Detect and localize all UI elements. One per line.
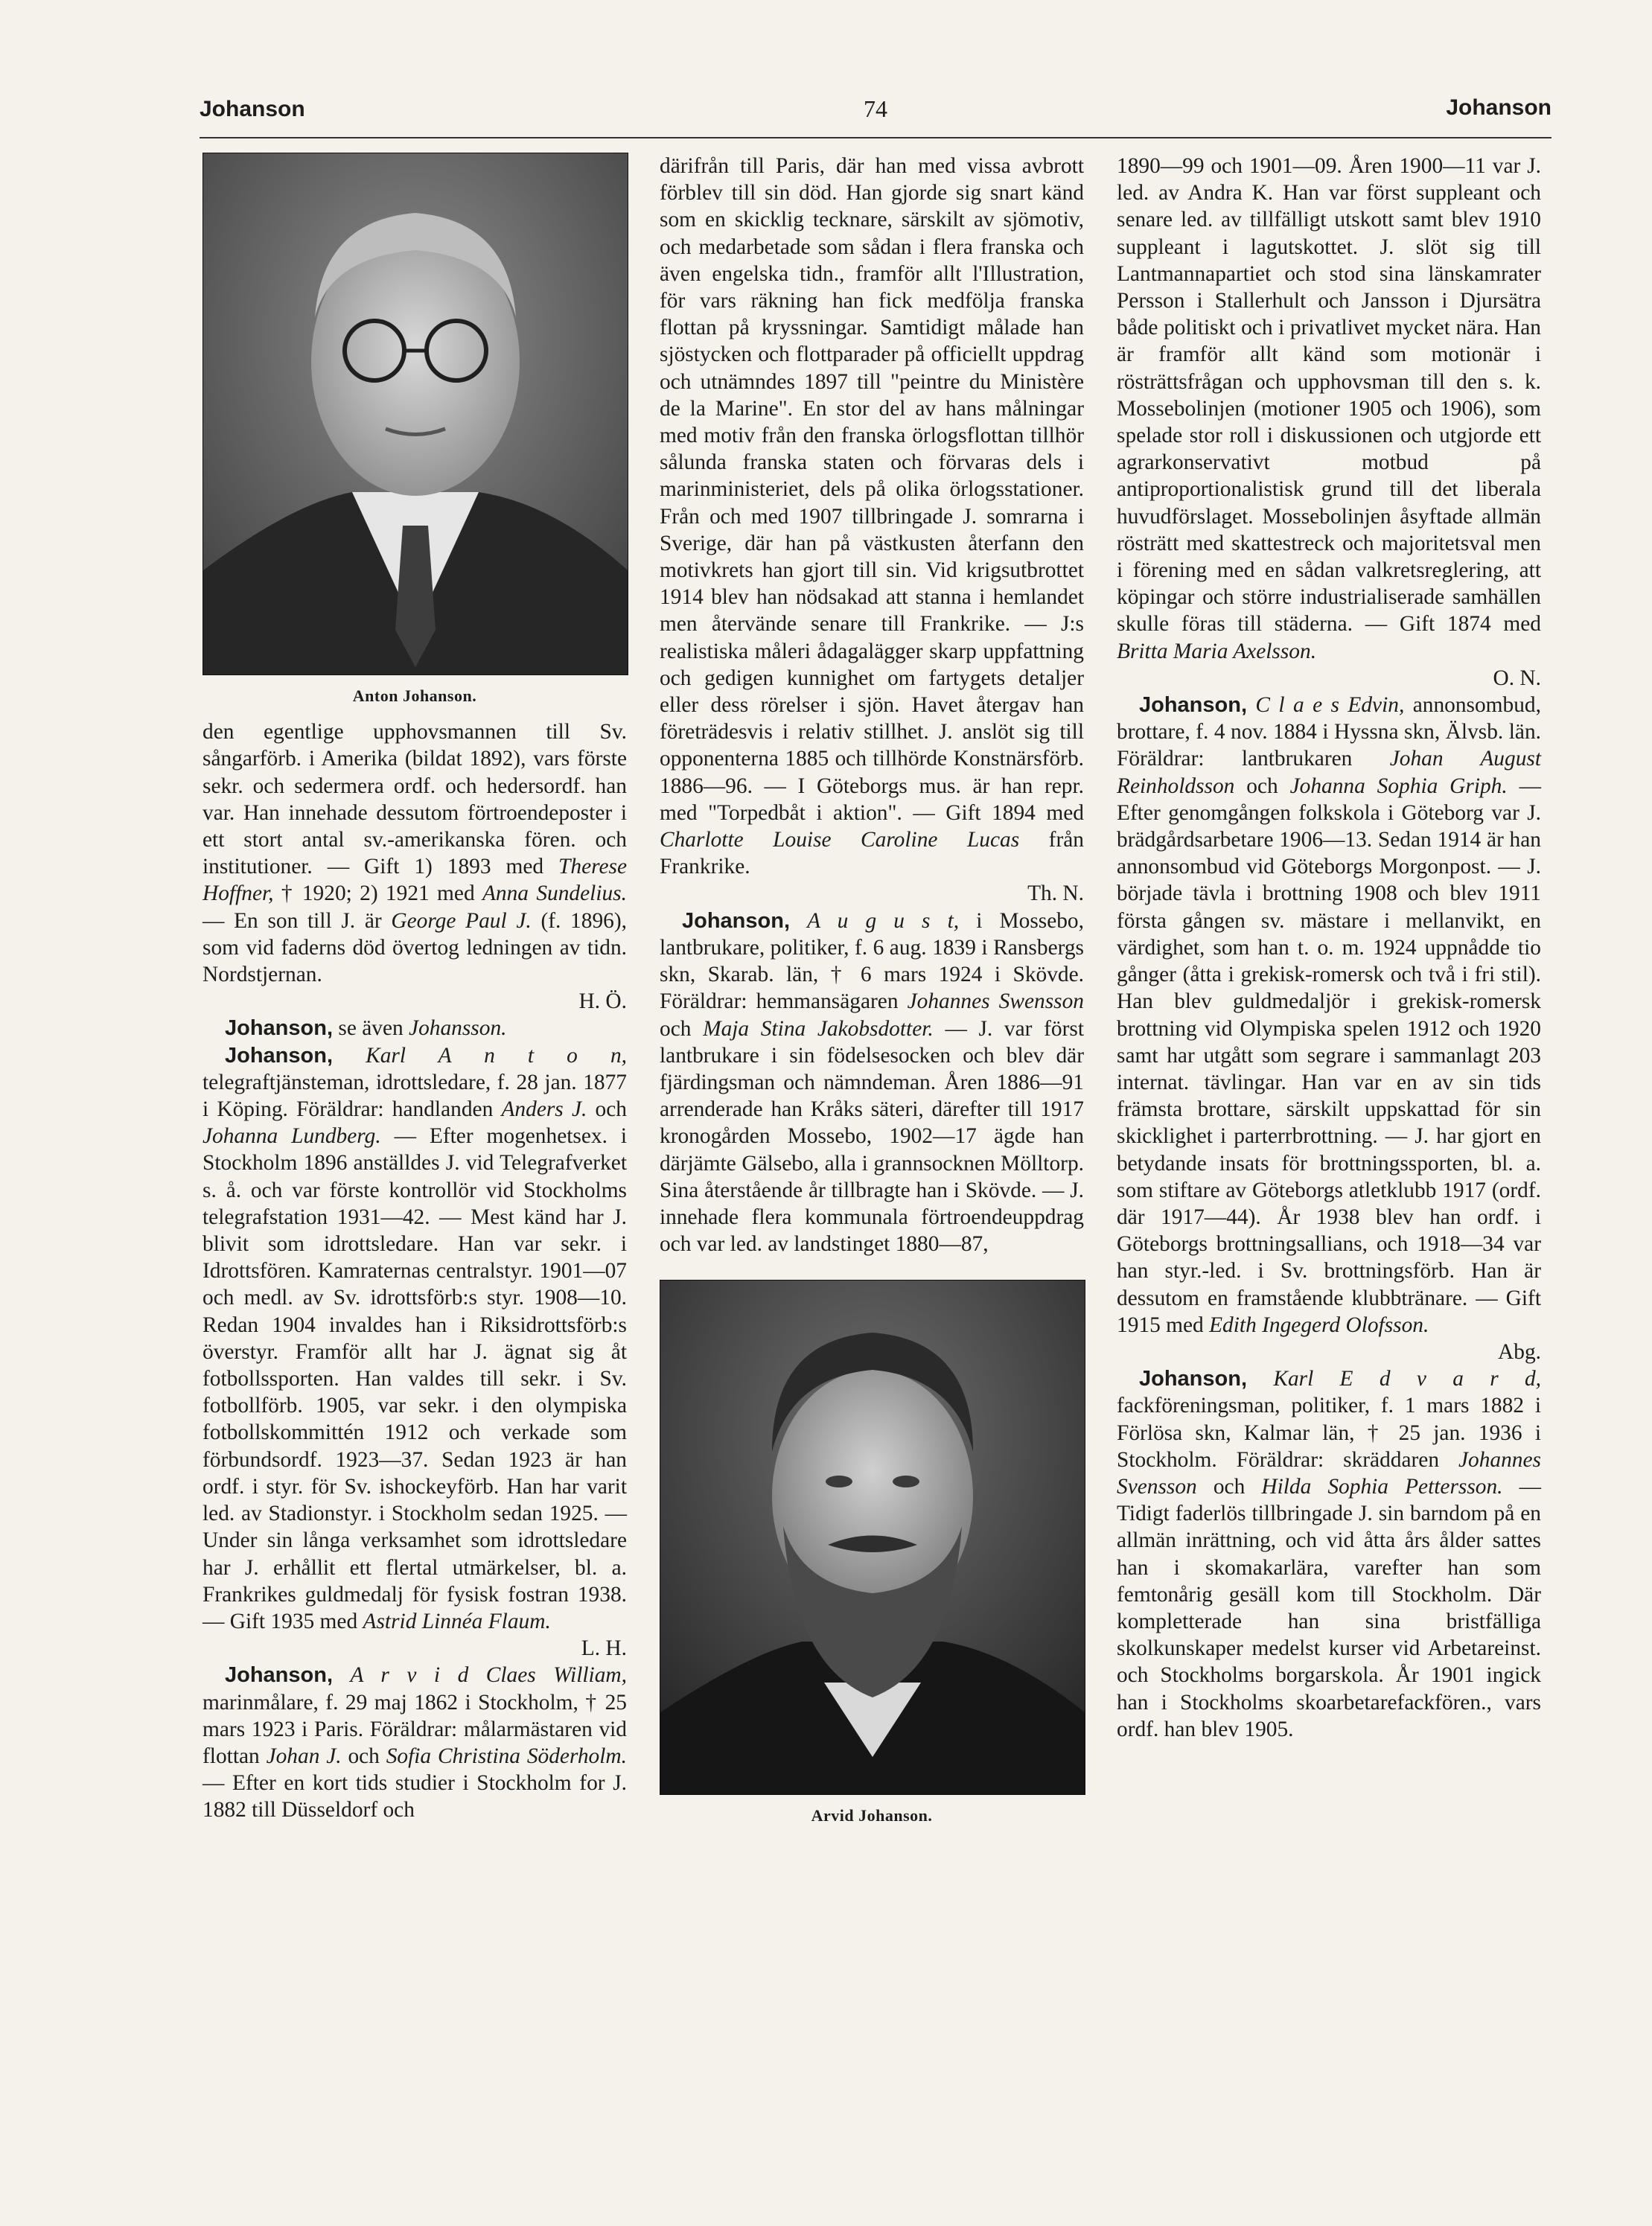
column-2 (660, 153, 1084, 1839)
entry-text: den egentlige upphovsmannen till Sv. sångarförb. i Amerika (bildat 1892), vars förste sekr. och sedermera ordf. och hedersordf. han var. Han innehade dessutom förtroendeposter i ett stort antal sv.-amerikanska fören. och institutioner. — Gift 1) 1893 med Therese Hoffner, † 1920; 2) 1921 med Anna Sundelius. — En son till J. är George Paul J. (f. 1896), som vid faderns död övertog ledningen av tidn. Nordstjernan. H. Ö. (202, 718, 627, 1015)
author-signature: L. H. (581, 1636, 627, 1661)
portrait-anton-johanson (202, 153, 628, 675)
author-signature: O. N. (1493, 666, 1541, 690)
entry-august-continued: 1890—99 och 1901—09. Åren 1900—11 var J. led. av Andra K. Han var först suppleant och senare led. av tillfälligt utskott samt blev 1910 suppleant i lagutskottet. J. slöt sig till Lantmannapartiet och stod sina länskamrater Persson i Stallerhult och Jansson i Djursätra både politiskt och i privatlivet mycket nära. Han är framför allt känd som motionär i rösträttsfrågan och upphovsman till den s. k. Mossebolinjen (motioner 1905 och 1906), som spelade stor roll i diskussionen och utgjorde ett agrarkonservativt motbud på antiproportionalistisk grund till det liberala huvudförslaget. Mossebolinjen åsyftade allmän rösträtt med skattestreck och majoritetsval men i förening med en sådan valkretsreglering, att köpingar och större industrialiserade samhällen skulle föras till städerna. — Gift 1874 med Britta Maria Axelsson. O. N. (1117, 153, 1541, 692)
page-number: 74 (864, 95, 887, 122)
author-signature: H. Ö. (578, 989, 627, 1014)
entry-karl-edvard: Johanson, Karl E d v a r d, fackföreningsman, politiker, f. 1 mars 1882 i Förlösa skn, Kalmar län, † 25 jan. 1936 i Stockholm. Föräldrar: skräddaren Johannes Svensson och Hilda Sophia Pettersson. — Tidigt faderlös tillbringade J. sin barndom på en allmän inrättning, och vid åtta års ålder sattes han i skomakarlära, varefter han som femtonårig gesäll kom till Stockholm. Där kompletterade han sina bristfälliga skolkunskaper medelst kurser vid Arbetareinst. och Stockholms borgarskola. År 1901 ingick han i Stockholms skoarbetarefackfören., vars ordf. han blev 1905. (1117, 1367, 1541, 1741)
entry-claes-edvin: Johanson, C l a e s Edvin, annonsombud, brottare, f. 4 nov. 1884 i Hyssna skn, Älvsb. län. Föräldrar: lantbrukaren Johan August Reinholdsson och Johanna Sophia Griph. — Efter genomgången folkskola i Göteborg var J. brädgårdsarbetare 1906—13. Sedan 1914 är han annonsombud vid Göteborgs Morgonpost. — J. började tävla i brottning 1908 och blev 1911 första gången sv. mästare i mellanvikt, en värdighet, som han t. o. m. 1924 uppnådde tio gånger (åtta i grekisk-romersk och två i fri stil). Han blev guldmedaljör i grekisk-romersk brottning vid Olympiska spelen 1912 och 1920 samt har utgått som segrare i sammanlagt 203 internat. tävlingar. Han var en av sin tids främsta brottare, särskilt uppskattad för sin skicklighet i parterrbrottning. — J. har gjort en betydande insats för brottningssporten, bl. a. som stiftare av Göteborgs atletklubb 1917 (ordf. där 1917—44). År 1938 blev han ordf. i Göteborgs brottningsallians, och 1918—34 var han styr.-led. i Sv. brottningsförb. Han är dessutom en framstående klubbtränare. — Gift 1915 med Edith Ingegerd Olofsson. Abg. (1117, 692, 1541, 1365)
header-left-word: Johanson (200, 97, 305, 121)
column-1 (202, 153, 627, 1824)
photo-caption: Arvid Johanson. (811, 1806, 933, 1825)
portrait-arvid-johanson (660, 1280, 1085, 1795)
author-signature: Abg. (1498, 1339, 1541, 1364)
entry-karl-anton: Johanson, Karl A n t o n, telegraftjänsteman, idrottsledare, f. 28 jan. 1877 i Köping. Föräldrar: handlanden Anders J. och Johanna Lundberg. — Efter mogenhetsex. i Stockholm 1896 anställdes J. vid Telegrafverket s. å. och var förste kontrollör vid Stockholms telegrafstation 1931—42. — Mest känd har J. blivit som idrottsledare. Han var sekr. i Idrottsfören. Kamraternas centralstyr. 1901—07 och medl. av Sv. idrottsförb:s styr. 1908—10. Redan 1904 invaldes han i Riksidrottsförb:s överstyr. Framför allt har J. ägnat sig åt fotbollssporten. Han valdes till sekr. i Sv. fotbollförb. 1905, var sekr. i den olympiska fotbollskommittén 1912 och verkade som förbundsordf. 1923—37. Sedan 1923 är han ordf. i styr. för Sv. ishockeyförb. Han har varit led. av Stadionstyr. i Stockholm sedan 1925. — Under sin långa verksamhet som idrottsledare har J. erhållit ett flertal utmärkelser, bl. a. Frankrikes guldmedalj för fysisk fostran 1938. — Gift 1935 med Astrid Linnéa Flaum. L. H. (202, 1042, 627, 1662)
entry-arvid-continued: därifrån till Paris, där han med vissa avbrott förblev till sin död. Han gjorde sig snart känd som en skicklig tecknare, särskilt av sjömotiv, och medarbetade som sådan i flera franska och även engelska tidn., framför allt l'Illustration, för vars räkning han fick medfölja franska flottan på kryssningar. Samtidigt målade han sjöstycken och flottparader på officiellt uppdrag och utnämndes 1897 till "peintre du Ministère de la Marine". En stor del av hans målningar med motiv från den franska örlogsflottan tillhör sålunda franska staten och förvaras dels i marinministeriet, dels på olika örlogsstationer. Från och med 1907 tillbringade J. somrarna i Sverige, där han på västkusten återfann den motivkrets han gjort till sin. Vid krigsutbrottet 1914 blev han nödsakad att stanna i hemlandet men återvände senare till Frankrike. — J:s realistiska måleri ådagalägger skarp uppfattning och gedigen kunnighet om fartygets detaljer eller dess rörelser i sjön. Havet återgav han företrädesvis i relativ stillhet. J. anslöt sig till opponenterna 1885 och tillhörde Konstnärsförb. 1886—96. — I Göteborgs mus. är han repr. med "Torpedbåt i aktion". — Gift 1894 med Charlotte Louise Caroline Lucas från Frankrike. Th. N. (660, 153, 1084, 908)
entry-see-also: Johanson, se även Johansson. (225, 1016, 507, 1041)
running-header (200, 92, 1551, 138)
header-right-word: Johanson (1446, 95, 1551, 120)
column-3 (1117, 153, 1541, 1743)
entry-august: Johanson, A u g u s t, i Mossebo, lantbrukare, politiker, f. 6 aug. 1839 i Ransbergs skn, Skarab. län, † 6 mars 1924 i Skövde. Föräldrar: hemmansägaren Johannes Swensson och Maja Stina Jakobsdotter. — J. var först lantbrukare i sin födelsesocken och blev där fjärdingsman och nämndeman. Åren 1886—91 arrenderade han Kråks säteri, därefter till 1917 kronogården Mossebo, 1902—17 ägde han därjämte Gälsebo, alla i grannsocknen Mölltorp. Sina återstående år tillbragte han i Skövde. — J. innehade flera kommunala förtroendeuppdrag och var led. av landstinget 1880—87, (660, 908, 1084, 1257)
photo-caption: Anton Johanson. (352, 686, 477, 705)
entry-arvid: Johanson, A r v i d Claes William, marinmålare, f. 29 maj 1862 i Stockholm, † 25 mars 1923 i Paris. Föräldrar: målarmästaren vid flottan Johan J. och Sofia Christina Söderholm. — Efter en kort tids studier i Stockholm for J. 1882 till Düsseldorf och (202, 1663, 627, 1822)
author-signature: Th. N. (1027, 881, 1084, 906)
